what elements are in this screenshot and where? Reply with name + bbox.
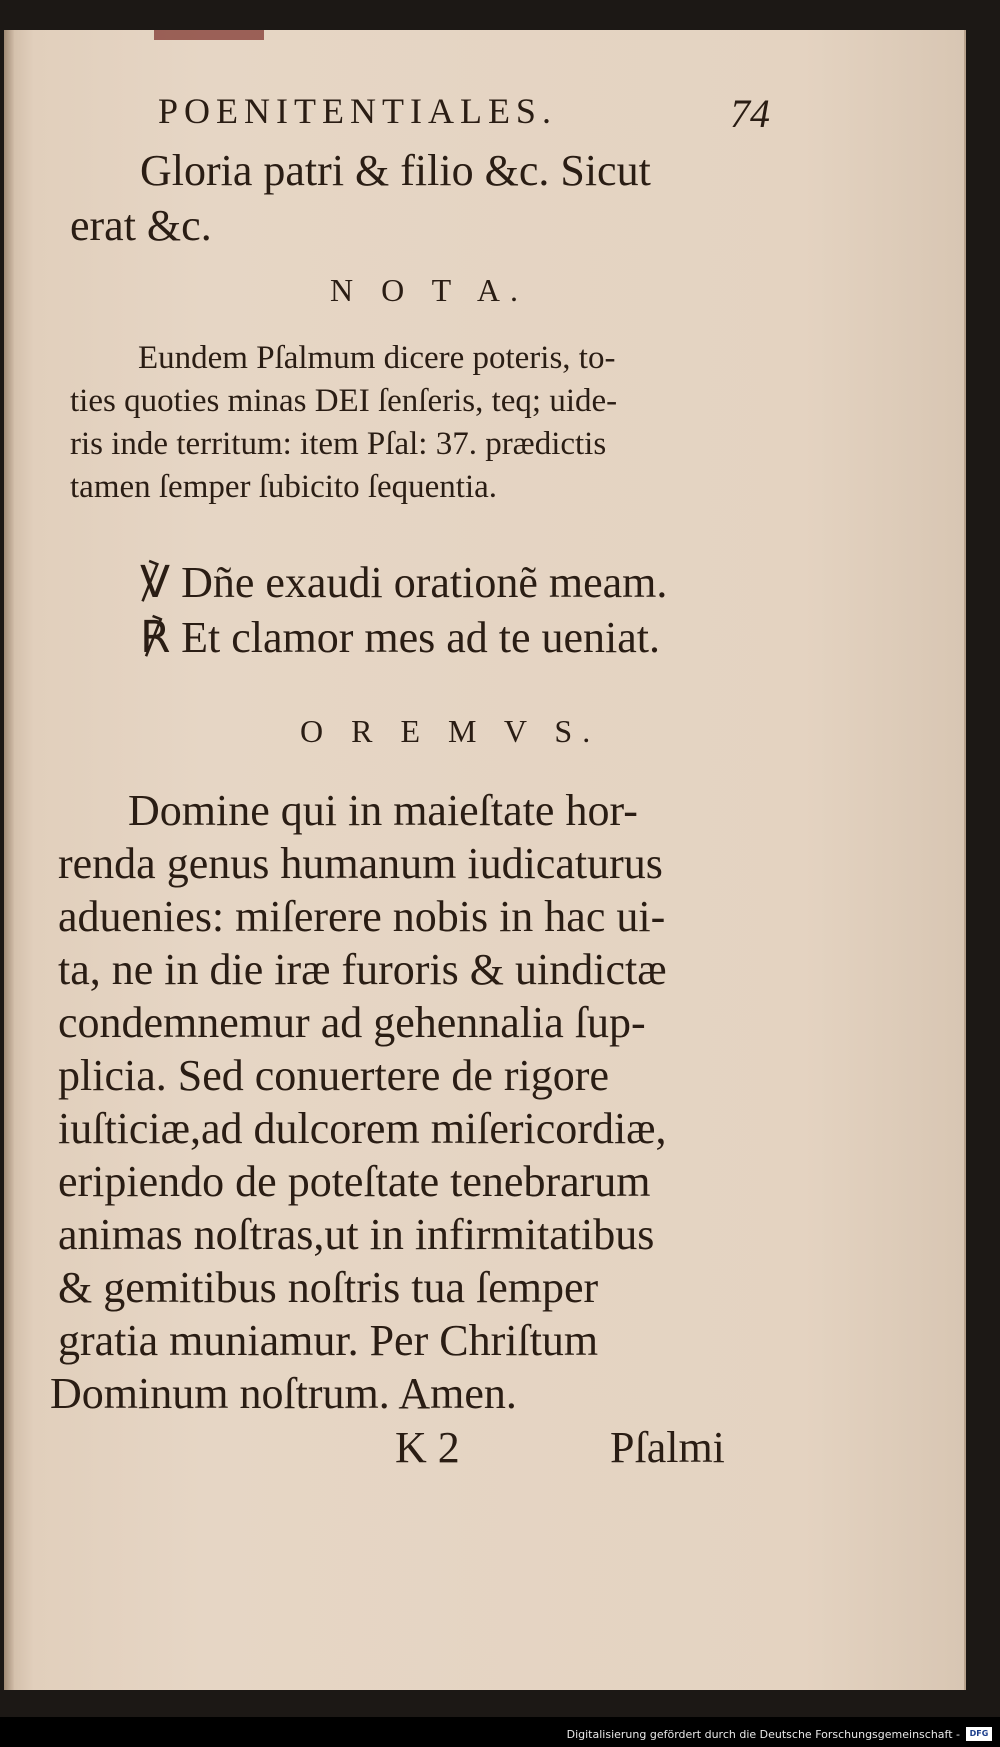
section-heading-nota: N O T A. <box>330 272 528 308</box>
prayer-line: condemnemur ad gehennalia ſup- <box>58 998 646 1047</box>
note-line: Eundem Pſalmum dicere poteris, to- <box>138 340 616 376</box>
prayer-line: & gemitibus noſtris tua ſemper <box>58 1263 599 1312</box>
prayer-line: aduenies: miſerere nobis in hac ui- <box>58 892 666 941</box>
prayer-line: iuſticiæ,ad dulcorem miſericordiæ, <box>58 1104 667 1153</box>
note-line: ties quoties minas DEI ſenſeris, teq; uide- <box>70 383 618 419</box>
prayer-line: ta, ne in die iræ furoris & uindictæ <box>58 945 667 994</box>
dfg-logo: DFG <box>966 1727 992 1741</box>
text-line: erat &c. <box>70 201 212 250</box>
note-line: ris inde territum: item Pſal: 37. prædictis <box>70 426 607 462</box>
note-line: tamen ſemper ſubicito ſequentia. <box>70 469 498 505</box>
prayer-line: gratia muniamur. Per Chriſtum <box>58 1316 599 1365</box>
footer-bar <box>0 1717 1000 1747</box>
catchword: Pſalmi <box>610 1423 725 1472</box>
funding-credit: Digitalisierung gefördert durch die Deutsche Forschungsgemeinschaft - <box>566 1728 960 1741</box>
prayer-line: renda genus humanum iudicaturus <box>58 839 663 888</box>
running-header: POENITENTIALES. <box>158 91 557 131</box>
versicle-line: ℣ Dñe exaudi orationẽ meam. <box>140 558 668 607</box>
section-heading-oremus: O R E M V S. <box>300 713 601 749</box>
prayer-line: Domine qui in maieſtate hor- <box>128 786 638 835</box>
prayer-line: eripiendo de poteſtate tenebrarum <box>58 1157 651 1206</box>
response-line: ℟ Et clamor mes ad te ueniat. <box>140 613 661 662</box>
prayer-line: plicia. Sed conuertere de rigore <box>58 1051 609 1100</box>
prayer-line: animas noſtras,ut in infirmitatibus <box>58 1210 655 1259</box>
text-line: Gloria patri & filio &c. Sicut <box>140 146 651 195</box>
book-spine <box>4 30 14 1690</box>
ribbon-mark <box>154 30 264 40</box>
page-number: 74 <box>730 91 770 136</box>
signature-mark: K 2 <box>395 1423 460 1472</box>
prayer-line: Dominum noſtrum. Amen. <box>50 1369 517 1418</box>
